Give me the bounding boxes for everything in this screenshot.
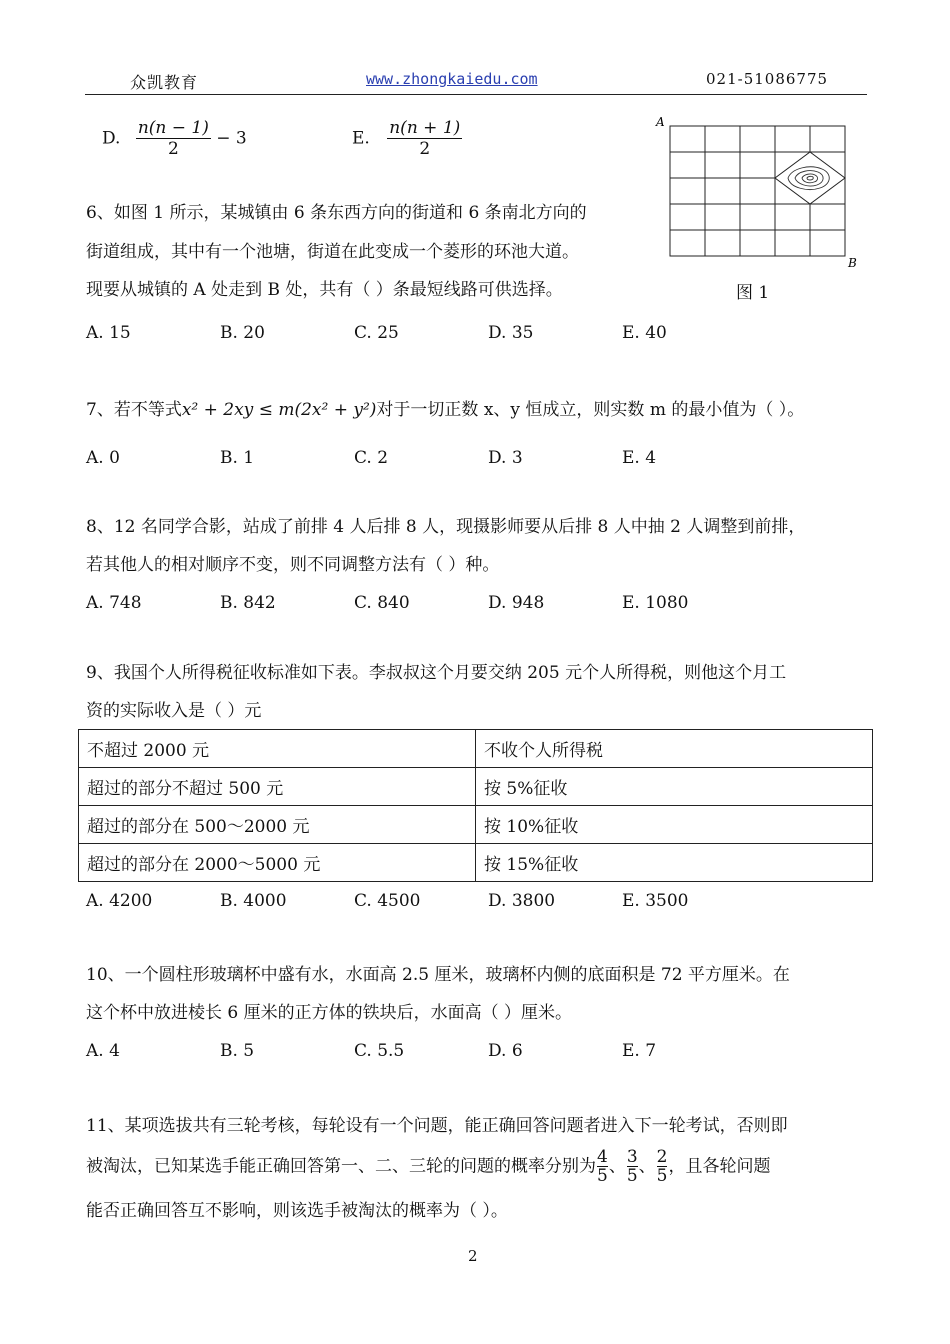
q10-line-1: 10、一个圆柱形玻璃杯中盛有水，水面高 2.5 厘米，玻璃杯内侧的底面积是 72 平方厘米。在 xyxy=(86,965,790,985)
tax-rate-cell: 按 5%征收 xyxy=(476,768,873,806)
q5-option-e-fraction xyxy=(387,118,462,159)
q11-line-2-suffix: ，且各轮问题 xyxy=(668,1156,771,1177)
tax-bracket-cell: 超过的部分在 2000～5000 元 xyxy=(79,844,476,882)
q8-option-c: C. 840 xyxy=(354,593,410,613)
q8-option-d: D. 948 xyxy=(488,593,545,613)
figure-label-a: A xyxy=(656,115,665,129)
q11-prob-round-1 xyxy=(597,1148,608,1185)
q10-option-b: B. 5 xyxy=(220,1041,255,1061)
figure-caption: 图 1 xyxy=(736,283,770,303)
q9-option-b: B. 4000 xyxy=(220,891,287,911)
figure-1-grid xyxy=(650,112,865,272)
q11-prob-round-2-numerator: 3 xyxy=(626,1147,638,1167)
q11-prob-round-3-denominator: 5 xyxy=(656,1166,668,1186)
q9-option-d: D. 3800 xyxy=(488,891,556,911)
tax-bracket-cell: 超过的部分在 500～2000 元 xyxy=(79,806,476,844)
q9-option-e: E. 3500 xyxy=(622,891,689,911)
q10-option-a: A. 4 xyxy=(86,1041,120,1061)
table-row xyxy=(79,768,873,806)
q11-prob-round-3-numerator: 2 xyxy=(656,1147,668,1167)
q6-option-c: C. 25 xyxy=(354,323,399,343)
tax-bracket-cell: 超过的部分不超过 500 元 xyxy=(79,768,476,806)
q5-option-d-fraction xyxy=(136,118,211,159)
page-number: 2 xyxy=(468,1247,478,1265)
q7-option-c: C. 2 xyxy=(354,448,389,468)
header-divider xyxy=(85,94,867,95)
q6-line-3: 现要从城镇的 A 处走到 B 处，共有（ ）条最短线路可供选择。 xyxy=(86,280,563,300)
q7-option-b: B. 1 xyxy=(220,448,255,468)
q8-option-a: A. 748 xyxy=(86,593,142,613)
q10-line-2: 这个杯中放进棱长 6 厘米的正方体的铁块后，水面高（ ）厘米。 xyxy=(86,1003,573,1023)
q5-option-e-denominator: 2 xyxy=(419,139,431,159)
q7-suffix: 对于一切正数 x、y 恒成立，则实数 m 的最小值为（ ）。 xyxy=(376,400,805,420)
q5-option-d-label: D. xyxy=(102,128,121,149)
q10-option-d: D. 6 xyxy=(488,1041,523,1061)
tax-rate-cell: 按 10%征收 xyxy=(476,806,873,844)
q11-separator: 、 xyxy=(638,1156,656,1177)
q5-option-e-numerator: n(n + 1) xyxy=(389,118,461,138)
q5-option-d-denominator: 2 xyxy=(167,139,179,159)
q9-option-a: A. 4200 xyxy=(86,891,153,911)
table-row xyxy=(79,844,873,882)
q11-separator: 、 xyxy=(608,1156,626,1177)
q5-option-e xyxy=(352,118,462,159)
q8-option-b: B. 842 xyxy=(220,593,276,613)
q6-option-e: E. 40 xyxy=(622,323,667,343)
figure-label-b: B xyxy=(848,256,857,270)
q11-line-2 xyxy=(86,1146,770,1187)
q10-option-e: E. 7 xyxy=(622,1041,657,1061)
q6-option-a: A. 15 xyxy=(86,323,131,343)
q8-option-e: E. 1080 xyxy=(622,593,689,613)
q11-prob-round-2-denominator: 5 xyxy=(626,1166,638,1186)
q6-option-b: B. 20 xyxy=(220,323,265,343)
q11-prob-round-1-denominator: 5 xyxy=(597,1166,608,1186)
q9-option-c: C. 4500 xyxy=(354,891,421,911)
q5-option-d xyxy=(102,118,247,159)
q5-option-e-label: E. xyxy=(352,128,370,149)
q7-option-a: A. 0 xyxy=(86,448,120,468)
table-row xyxy=(79,730,873,768)
tax-rate-cell: 不收个人所得税 xyxy=(476,730,873,768)
q11-prob-round-2 xyxy=(627,1148,638,1185)
q7-prefix: 7、若不等式 xyxy=(86,400,182,420)
q10-option-c: C. 5.5 xyxy=(354,1041,405,1061)
q11-line-1: 11、某项选拔共有三轮考核，每轮设有一个问题，能正确回答问题者进入下一轮考试，否则即 xyxy=(86,1116,788,1136)
q6-line-1: 6、如图 1 所示，某城镇由 6 条东西方向的街道和 6 条南北方向的 xyxy=(86,203,587,223)
q6-option-d: D. 35 xyxy=(488,323,534,343)
tax-rate-cell: 按 15%征收 xyxy=(476,844,873,882)
header-phone: 021-51086775 xyxy=(706,70,829,88)
header-org: 众凯教育 xyxy=(130,73,199,92)
q11-prob-round-3 xyxy=(657,1148,668,1185)
q5-option-d-numerator: n(n − 1) xyxy=(137,118,209,138)
tax-table xyxy=(78,729,873,882)
q11-line-3: 能否正确回答互不影响，则该选手被淘汰的概率为（ ）。 xyxy=(86,1201,508,1221)
header-url-link[interactable]: www.zhongkaiedu.com xyxy=(366,70,538,88)
q5-option-d-tail: − 3 xyxy=(216,128,247,149)
q7-expression: x² + 2xy ≤ m(2x² + y²) xyxy=(181,400,377,420)
q9-line-2: 资的实际收入是（ ）元 xyxy=(86,701,262,721)
q11-line-2-prefix: 被淘汰，已知某选手能正确回答第一、二、三轮的问题的概率分别为 xyxy=(86,1156,596,1177)
q7-option-e: E. 4 xyxy=(622,448,657,468)
q8-line-2: 若其他人的相对顺序不变，则不同调整方法有（ ）种。 xyxy=(86,555,500,575)
tax-bracket-cell: 不超过 2000 元 xyxy=(79,730,476,768)
q7-stem xyxy=(86,400,804,420)
q8-line-1: 8、12 名同学合影，站成了前排 4 人后排 8 人，现摄影师要从后排 8 人中抽 2 人调整到前排， xyxy=(86,517,806,537)
q11-prob-round-1-numerator: 4 xyxy=(597,1147,608,1167)
q6-line-2: 街道组成，其中有一个池塘，街道在此变成一个菱形的环池大道。 xyxy=(86,242,579,262)
table-row xyxy=(79,806,873,844)
q7-option-d: D. 3 xyxy=(488,448,523,468)
q9-line-1: 9、我国个人所得税征收标准如下表。李叔叔这个月要交纳 205 元个人所得税，则他这个月工 xyxy=(86,663,787,683)
